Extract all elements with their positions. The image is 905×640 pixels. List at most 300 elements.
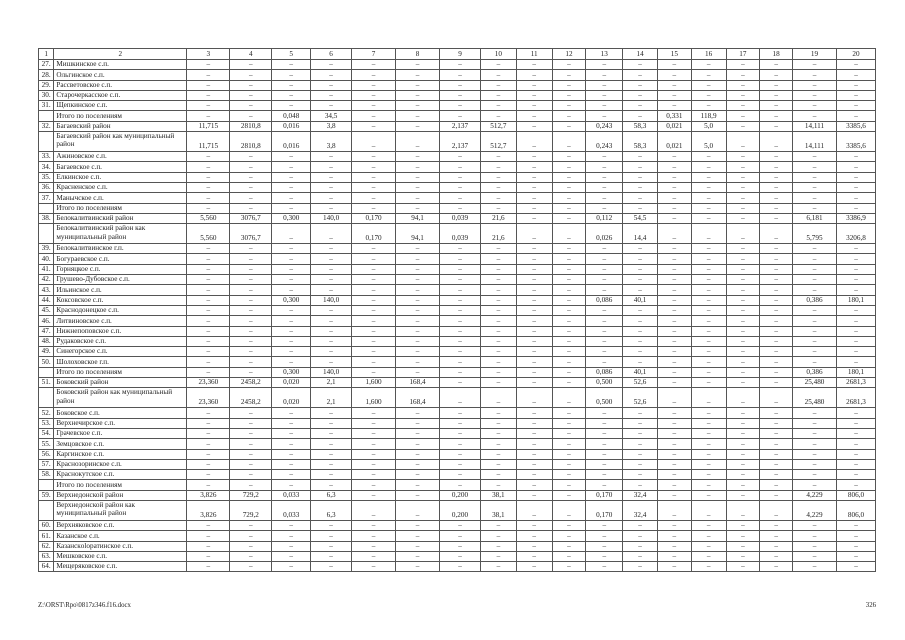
value-cell: –: [187, 264, 230, 274]
row-name: Краснокутское с.п.: [54, 470, 187, 480]
value-cell: –: [760, 388, 793, 408]
value-cell: –: [272, 80, 311, 90]
value-cell: –: [760, 285, 793, 295]
value-cell: –: [230, 264, 272, 274]
value-cell: –: [691, 551, 726, 561]
value-cell: –: [311, 275, 352, 285]
row-name: Рассветовское с.п.: [54, 80, 187, 90]
value-cell: 21,6: [480, 213, 516, 223]
value-cell: –: [691, 388, 726, 408]
value-cell: –: [657, 275, 691, 285]
value-cell: 3076,7: [230, 213, 272, 223]
value-cell: –: [396, 531, 440, 541]
value-cell: –: [657, 347, 691, 357]
value-cell: –: [272, 520, 311, 530]
table-row: [39, 224, 876, 244]
value-cell: –: [230, 336, 272, 346]
value-cell: 5,0: [691, 121, 726, 131]
header-cell: 9: [440, 49, 481, 60]
value-cell: –: [187, 551, 230, 561]
value-cell: –: [586, 408, 623, 418]
value-cell: –: [760, 60, 793, 70]
value-cell: –: [691, 531, 726, 541]
table-body: [39, 49, 876, 572]
value-cell: –: [793, 101, 837, 111]
value-cell: –: [623, 408, 658, 418]
value-cell: –: [516, 357, 552, 367]
value-cell: –: [836, 172, 875, 182]
value-cell: –: [657, 295, 691, 305]
value-cell: 40,1: [623, 367, 658, 377]
value-cell: –: [691, 562, 726, 572]
value-cell: –: [187, 244, 230, 254]
row-name: Итого по поселениям: [54, 367, 187, 377]
value-cell: –: [516, 275, 552, 285]
value-cell: –: [691, 459, 726, 469]
value-cell: –: [657, 551, 691, 561]
row-number: 36.: [39, 182, 54, 192]
value-cell: –: [440, 551, 481, 561]
value-cell: –: [272, 326, 311, 336]
value-cell: –: [623, 264, 658, 274]
value-cell: –: [552, 326, 586, 336]
row-name: Земцовское с.п.: [54, 439, 187, 449]
value-cell: –: [440, 172, 481, 182]
value-cell: –: [691, 182, 726, 192]
value-cell: –: [352, 500, 396, 520]
value-cell: –: [691, 428, 726, 438]
value-cell: –: [440, 70, 481, 80]
value-cell: –: [726, 203, 760, 213]
value-cell: –: [311, 305, 352, 315]
table-row: [39, 541, 876, 551]
value-cell: –: [396, 121, 440, 131]
value-cell: –: [726, 224, 760, 244]
value-cell: –: [552, 193, 586, 203]
value-cell: –: [440, 80, 481, 90]
row-name: Красненское с.п.: [54, 182, 187, 192]
value-cell: –: [836, 80, 875, 90]
value-cell: –: [793, 152, 837, 162]
value-cell: –: [440, 285, 481, 295]
value-cell: –: [726, 285, 760, 295]
value-cell: –: [836, 285, 875, 295]
value-cell: –: [726, 305, 760, 315]
value-cell: –: [623, 541, 658, 551]
value-cell: –: [352, 562, 396, 572]
value-cell: –: [691, 347, 726, 357]
table-row: [39, 152, 876, 162]
value-cell: –: [760, 193, 793, 203]
value-cell: –: [311, 480, 352, 490]
value-cell: –: [230, 562, 272, 572]
value-cell: –: [793, 172, 837, 182]
value-cell: –: [793, 182, 837, 192]
value-cell: –: [726, 459, 760, 469]
value-cell: –: [793, 244, 837, 254]
value-cell: –: [187, 80, 230, 90]
value-cell: –: [396, 336, 440, 346]
value-cell: –: [440, 254, 481, 264]
header-cell: 10: [480, 49, 516, 60]
value-cell: –: [352, 520, 396, 530]
value-cell: 140,0: [311, 367, 352, 377]
value-cell: –: [760, 500, 793, 520]
value-cell: –: [396, 305, 440, 315]
value-cell: –: [230, 90, 272, 100]
value-cell: –: [352, 264, 396, 274]
value-cell: –: [480, 459, 516, 469]
value-cell: –: [793, 60, 837, 70]
row-number: 31.: [39, 101, 54, 111]
header-cell: 16: [691, 49, 726, 60]
value-cell: –: [272, 224, 311, 244]
value-cell: –: [760, 172, 793, 182]
value-cell: 38,1: [480, 500, 516, 520]
value-cell: –: [760, 357, 793, 367]
value-cell: –: [396, 470, 440, 480]
row-number: 58.: [39, 470, 54, 480]
value-cell: 0,039: [440, 224, 481, 244]
value-cell: 0,170: [352, 213, 396, 223]
value-cell: –: [352, 182, 396, 192]
table-row: [39, 367, 876, 377]
value-cell: –: [516, 172, 552, 182]
row-name: Белокалитвинский район: [54, 213, 187, 223]
value-cell: –: [691, 80, 726, 90]
value-cell: 25,480: [793, 388, 837, 408]
value-cell: –: [396, 480, 440, 490]
table-row: [39, 101, 876, 111]
value-cell: –: [516, 224, 552, 244]
value-cell: –: [311, 285, 352, 295]
value-cell: –: [396, 295, 440, 305]
value-cell: –: [440, 101, 481, 111]
value-cell: –: [187, 275, 230, 285]
value-cell: –: [552, 408, 586, 418]
value-cell: –: [760, 470, 793, 480]
value-cell: –: [726, 470, 760, 480]
value-cell: –: [552, 520, 586, 530]
value-cell: –: [552, 336, 586, 346]
value-cell: –: [352, 439, 396, 449]
value-cell: –: [836, 428, 875, 438]
value-cell: –: [657, 388, 691, 408]
value-cell: –: [272, 562, 311, 572]
value-cell: –: [586, 90, 623, 100]
value-cell: 0,386: [793, 295, 837, 305]
value-cell: 0,170: [352, 224, 396, 244]
value-cell: –: [726, 152, 760, 162]
value-cell: –: [552, 500, 586, 520]
value-cell: –: [352, 428, 396, 438]
value-cell: –: [552, 224, 586, 244]
value-cell: –: [691, 439, 726, 449]
value-cell: –: [552, 347, 586, 357]
value-cell: 0,033: [272, 500, 311, 520]
value-cell: –: [691, 305, 726, 315]
value-cell: –: [440, 428, 481, 438]
value-cell: –: [230, 193, 272, 203]
value-cell: –: [623, 182, 658, 192]
value-cell: –: [311, 90, 352, 100]
value-cell: 58,3: [623, 121, 658, 131]
value-cell: –: [691, 193, 726, 203]
header-cell: 1: [39, 49, 54, 60]
table-row: [39, 418, 876, 428]
value-cell: –: [760, 152, 793, 162]
value-cell: –: [230, 316, 272, 326]
value-cell: –: [793, 520, 837, 530]
value-cell: –: [480, 347, 516, 357]
value-cell: –: [552, 388, 586, 408]
value-cell: –: [187, 254, 230, 264]
value-cell: –: [272, 162, 311, 172]
value-cell: –: [552, 203, 586, 213]
row-name: Багаевский район как муниципальный район: [54, 132, 187, 152]
value-cell: –: [516, 347, 552, 357]
value-cell: –: [793, 264, 837, 274]
value-cell: –: [352, 418, 396, 428]
table-row: [39, 244, 876, 254]
row-number: 47.: [39, 326, 54, 336]
value-cell: –: [793, 480, 837, 490]
value-cell: –: [760, 316, 793, 326]
value-cell: –: [552, 90, 586, 100]
value-cell: –: [272, 285, 311, 295]
value-cell: –: [480, 562, 516, 572]
row-name: Казанское с.п.: [54, 531, 187, 541]
row-name: Верхняковское с.п.: [54, 520, 187, 530]
value-cell: –: [623, 203, 658, 213]
value-cell: –: [793, 551, 837, 561]
value-cell: –: [657, 418, 691, 428]
value-cell: 0,020: [272, 378, 311, 388]
value-cell: 2681,3: [836, 388, 875, 408]
value-cell: –: [272, 152, 311, 162]
value-cell: –: [552, 459, 586, 469]
table-row: [39, 531, 876, 541]
value-cell: –: [440, 408, 481, 418]
value-cell: –: [726, 132, 760, 152]
value-cell: –: [586, 244, 623, 254]
value-cell: –: [726, 162, 760, 172]
value-cell: –: [396, 551, 440, 561]
value-cell: –: [230, 408, 272, 418]
value-cell: –: [552, 70, 586, 80]
value-cell: –: [352, 459, 396, 469]
value-cell: –: [440, 90, 481, 100]
value-cell: –: [272, 531, 311, 541]
value-cell: –: [836, 254, 875, 264]
value-cell: –: [657, 101, 691, 111]
value-cell: –: [230, 480, 272, 490]
value-cell: –: [657, 213, 691, 223]
value-cell: –: [230, 470, 272, 480]
value-cell: 94,1: [396, 224, 440, 244]
value-cell: –: [623, 336, 658, 346]
value-cell: –: [836, 459, 875, 469]
value-cell: –: [272, 449, 311, 459]
value-cell: 0,300: [272, 295, 311, 305]
value-cell: –: [691, 90, 726, 100]
value-cell: –: [311, 336, 352, 346]
value-cell: –: [396, 80, 440, 90]
value-cell: –: [623, 562, 658, 572]
value-cell: –: [691, 541, 726, 551]
row-name: Коксовское с.п.: [54, 295, 187, 305]
value-cell: –: [760, 418, 793, 428]
value-cell: –: [691, 367, 726, 377]
value-cell: –: [352, 60, 396, 70]
data-table: [38, 48, 876, 572]
value-cell: –: [187, 101, 230, 111]
value-cell: –: [760, 531, 793, 541]
row-name: Грачевское с.п.: [54, 428, 187, 438]
row-number: 28.: [39, 70, 54, 80]
row-name: Ольгинское с.п.: [54, 70, 187, 80]
value-cell: –: [657, 264, 691, 274]
table-row: [39, 111, 876, 121]
header-cell: 5: [272, 49, 311, 60]
value-cell: –: [586, 326, 623, 336]
value-cell: –: [552, 470, 586, 480]
value-cell: –: [726, 541, 760, 551]
value-cell: –: [726, 480, 760, 490]
value-cell: 2458,2: [230, 378, 272, 388]
value-cell: –: [311, 470, 352, 480]
value-cell: –: [586, 80, 623, 90]
value-cell: –: [440, 520, 481, 530]
table-row: [39, 162, 876, 172]
value-cell: –: [396, 367, 440, 377]
value-cell: –: [440, 367, 481, 377]
value-cell: –: [480, 101, 516, 111]
value-cell: –: [230, 152, 272, 162]
row-number: 61.: [39, 531, 54, 541]
value-cell: –: [516, 459, 552, 469]
value-cell: –: [230, 254, 272, 264]
value-cell: –: [480, 275, 516, 285]
value-cell: –: [836, 408, 875, 418]
row-name: Верхнедонской район: [54, 490, 187, 500]
value-cell: –: [480, 182, 516, 192]
value-cell: –: [440, 347, 481, 357]
value-cell: –: [480, 152, 516, 162]
value-cell: –: [623, 60, 658, 70]
value-cell: –: [793, 90, 837, 100]
row-name: Белокалитвинский район как муниципальный район: [54, 224, 187, 244]
value-cell: –: [657, 428, 691, 438]
value-cell: –: [726, 378, 760, 388]
value-cell: –: [272, 408, 311, 418]
value-cell: –: [396, 500, 440, 520]
value-cell: 512,7: [480, 132, 516, 152]
value-cell: –: [552, 213, 586, 223]
value-cell: –: [691, 172, 726, 182]
row-number: 39.: [39, 244, 54, 254]
value-cell: 2681,3: [836, 378, 875, 388]
value-cell: –: [187, 480, 230, 490]
value-cell: –: [691, 244, 726, 254]
value-cell: –: [272, 316, 311, 326]
row-name: Казанскolopатинское с.п.: [54, 541, 187, 551]
value-cell: –: [586, 275, 623, 285]
value-cell: –: [311, 80, 352, 90]
value-cell: 3386,9: [836, 213, 875, 223]
value-cell: –: [311, 193, 352, 203]
table-row: [39, 121, 876, 131]
value-cell: –: [657, 531, 691, 541]
value-cell: 118,9: [691, 111, 726, 121]
value-cell: –: [552, 254, 586, 264]
value-cell: –: [187, 305, 230, 315]
value-cell: –: [352, 254, 396, 264]
value-cell: –: [623, 459, 658, 469]
value-cell: 6,3: [311, 500, 352, 520]
value-cell: –: [187, 449, 230, 459]
value-cell: –: [516, 213, 552, 223]
value-cell: 0,170: [586, 490, 623, 500]
value-cell: –: [586, 520, 623, 530]
value-cell: –: [836, 152, 875, 162]
value-cell: –: [691, 336, 726, 346]
header-cell: 4: [230, 49, 272, 60]
value-cell: –: [272, 182, 311, 192]
value-cell: –: [396, 90, 440, 100]
value-cell: –: [396, 439, 440, 449]
value-cell: –: [352, 90, 396, 100]
value-cell: –: [480, 480, 516, 490]
table-row: [39, 60, 876, 70]
value-cell: –: [230, 520, 272, 530]
value-cell: –: [272, 60, 311, 70]
value-cell: 0,243: [586, 121, 623, 131]
value-cell: –: [586, 316, 623, 326]
value-cell: –: [352, 295, 396, 305]
value-cell: –: [311, 449, 352, 459]
row-name: Нижнепоповское с.п.: [54, 326, 187, 336]
value-cell: –: [516, 111, 552, 121]
value-cell: –: [760, 336, 793, 346]
value-cell: –: [657, 408, 691, 418]
value-cell: –: [516, 121, 552, 131]
value-cell: –: [793, 254, 837, 264]
value-cell: 168,4: [396, 388, 440, 408]
value-cell: –: [516, 408, 552, 418]
value-cell: –: [793, 275, 837, 285]
value-cell: –: [760, 162, 793, 172]
value-cell: –: [516, 295, 552, 305]
value-cell: –: [516, 520, 552, 530]
value-cell: –: [552, 172, 586, 182]
row-number: [39, 224, 54, 244]
value-cell: –: [396, 541, 440, 551]
value-cell: 3,8: [311, 121, 352, 131]
value-cell: –: [516, 70, 552, 80]
row-number: 60.: [39, 520, 54, 530]
value-cell: –: [793, 357, 837, 367]
value-cell: 14,111: [793, 121, 837, 131]
value-cell: –: [726, 388, 760, 408]
row-name: Елкинское с.п.: [54, 172, 187, 182]
value-cell: –: [352, 193, 396, 203]
value-cell: –: [623, 162, 658, 172]
value-cell: –: [396, 418, 440, 428]
value-cell: 1,600: [352, 378, 396, 388]
value-cell: –: [272, 244, 311, 254]
value-cell: –: [726, 551, 760, 561]
